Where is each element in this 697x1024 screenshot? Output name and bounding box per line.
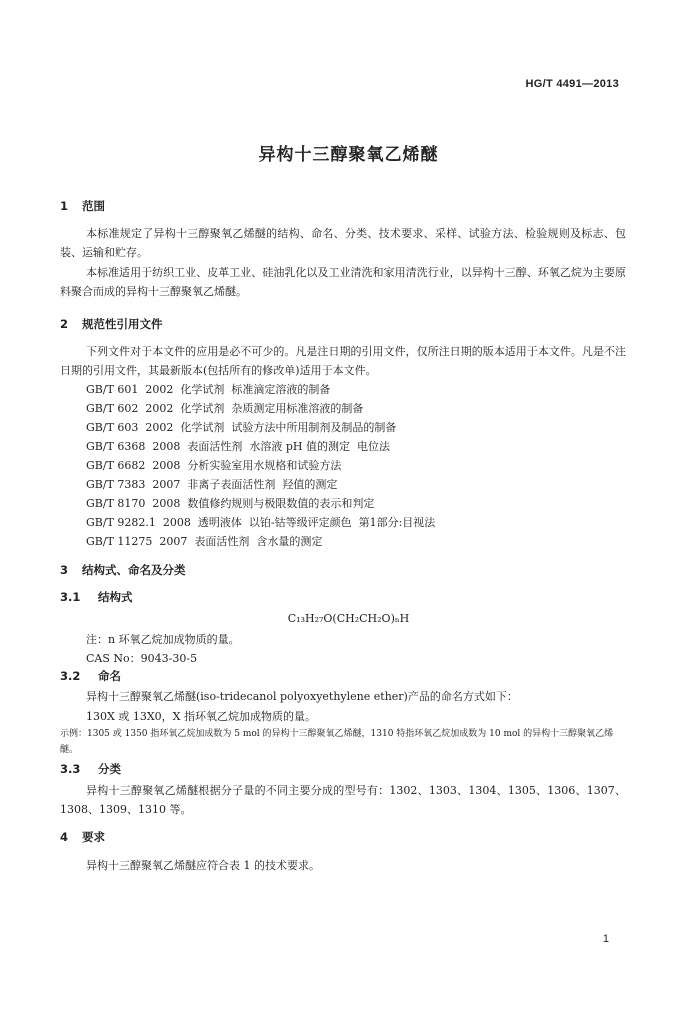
section-title: 分类 xyxy=(98,762,121,776)
reference-item: GB/T 601 2002 化学试剂 标准滴定溶液的制备 xyxy=(86,383,331,396)
naming-example: 示例：1305 或 1350 指环氧乙烷加成数为 5 mol 的异构十三醇聚氧乙烯醚，1310 特指环氧乙烷加成数为 10 mol 的异构十三醇聚氧乙烯醚。 xyxy=(60,729,614,755)
reference-item: GB/T 7383 2007 非离子表面活性剂 羟值的测定 xyxy=(86,478,338,491)
section-number: 3 xyxy=(60,563,69,577)
formula-note: 注：n 环氧乙烷加成物质的量。 xyxy=(86,633,240,646)
reference-item: GB/T 6682 2008 分析实验室用水规格和试验方法 xyxy=(86,459,342,472)
section-1-heading xyxy=(60,198,105,214)
naming-line: 异构十三醇聚氧乙烯醚(iso-tridecanol polyoxyethylene ether)产品的命名方式如下： xyxy=(86,690,518,703)
section-number: 3.2 xyxy=(60,669,81,683)
section-2-heading xyxy=(60,316,163,332)
standard-code: HG/T 4491—2013 xyxy=(525,78,619,90)
section-3-1-heading xyxy=(60,589,133,605)
section-3-heading xyxy=(60,562,186,578)
section-3-2-heading xyxy=(60,668,121,684)
section-3-3-heading xyxy=(60,761,121,777)
section-title: 结构式、命名及分类 xyxy=(82,563,186,577)
section-title: 结构式 xyxy=(98,590,133,604)
section-title: 规范性引用文件 xyxy=(82,317,163,331)
section-number: 4 xyxy=(60,830,69,844)
structural-formula: C₁₃H₂₇O(CH₂CH₂O)ₙH xyxy=(287,612,410,625)
reference-item: GB/T 8170 2008 数值修约规则与极限数值的表示和判定 xyxy=(86,497,375,510)
reference-item: GB/T 11275 2007 表面活性剂 含水量的测定 xyxy=(86,535,323,548)
reference-item: GB/T 602 2002 化学试剂 杂质测定用标准溶液的制备 xyxy=(86,402,364,415)
reference-item: GB/T 6368 2008 表面活性剂 水溶液 pH 值的测定 电位法 xyxy=(86,440,390,453)
section-number: 3.1 xyxy=(60,590,81,604)
paragraph: 异构十三醇聚氧乙烯醚根据分子量的不同主要分成的型号有：1302、1303、1304、1305、1306、1307、1308、1309、1310 等。 xyxy=(60,784,626,816)
naming-line: 130X 或 13X0，X 指环氧乙烷加成物质的量。 xyxy=(86,710,316,723)
section-title: 范围 xyxy=(82,199,105,213)
section-title: 要求 xyxy=(82,830,105,844)
paragraph: 异构十三醇聚氧乙烯醚应符合表 1 的技术要求。 xyxy=(86,859,320,872)
page-number: 1 xyxy=(602,933,609,945)
reference-item: GB/T 9282.1 2008 透明液体 以铂-钴等级评定颜色 第1部分:目视法 xyxy=(86,516,436,529)
document-title: 异构十三醇聚氧乙烯醚 xyxy=(258,145,439,165)
reference-item: GB/T 603 2002 化学试剂 试验方法中所用制剂及制品的制备 xyxy=(86,421,397,434)
section-title: 命名 xyxy=(98,669,121,683)
paragraph: 下列文件对于本文件的应用是必不可少的。凡是注日期的引用文件，仅所注日期的版本适用于本文件。凡是不注日期的引用文件，其最新版本(包括所有的修改单)适用于本文件。 xyxy=(60,345,626,377)
cas-number: CAS No：9043-30-5 xyxy=(86,652,198,665)
section-4-heading xyxy=(60,829,105,845)
paragraph: 本标准规定了异构十三醇聚氧乙烯醚的结构、命名、分类、技术要求、采样、试验方法、检验规则及标志、包装、运输和贮存。 xyxy=(60,227,626,259)
section-number: 2 xyxy=(60,317,69,331)
paragraph: 本标准适用于纺织工业、皮革工业、硅油乳化以及工业清洗和家用清洗行业，以异构十三醇、环氧乙烷为主要原料聚合而成的异构十三醇聚氧乙烯醚。 xyxy=(60,266,626,298)
section-number: 1 xyxy=(60,199,69,213)
section-number: 3.3 xyxy=(60,762,81,776)
